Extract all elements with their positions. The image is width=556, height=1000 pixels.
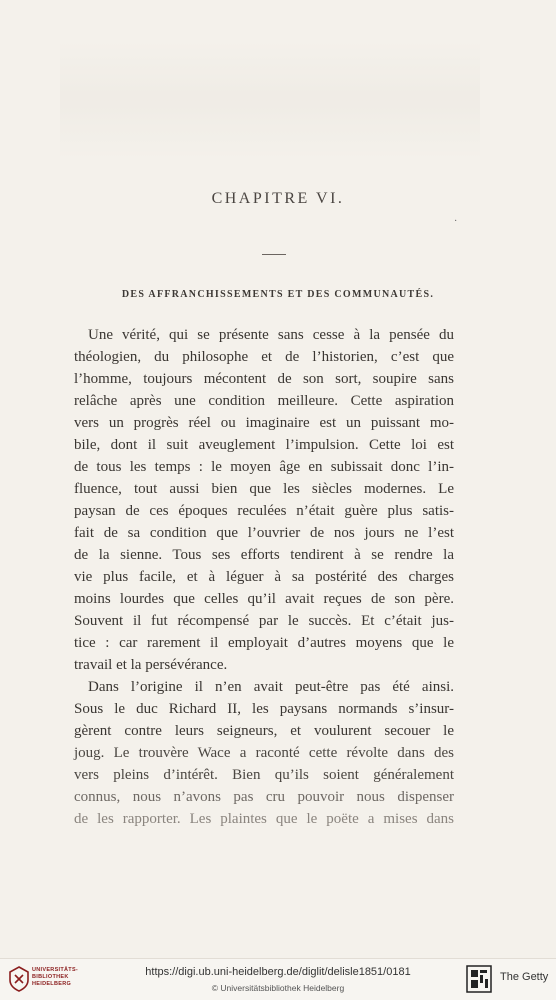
copyright-notice: © Universitätsbibliothek Heidelberg (211, 983, 345, 993)
logo-line: HEIDELBERG (32, 981, 72, 987)
text-line: bile, dont il suit aveuglement l’impulsion. Cette loi est (74, 437, 454, 453)
text-line: Sous le duc Richard II, les paysans normands s’insur- (74, 701, 454, 717)
text-line: tice : car rarement il employait d’autres moyens que le (74, 635, 454, 651)
text-line: paysan de ces époques reculées n’était guère plus satis- (74, 503, 454, 519)
text-line: théologien, du philosophe et de l’historien, c’est que (74, 349, 454, 365)
permalink-url[interactable]: https://digi.ub.uni-heidelberg.de/diglit/delisle1851/0181 (145, 966, 411, 978)
text-line: gèrent contre leurs seigneurs, et voulurent secouer le (74, 723, 454, 739)
chapter-heading-text: CHAPITRE VI. (211, 190, 345, 207)
text-line: de tous les temps : le moyen âge en subissait donc l’in- (74, 459, 454, 475)
text-line: joug. Le trouvère Wace a raconté cette révolte dans des (74, 745, 454, 761)
logo-line: BIBLIOTHEK (32, 974, 69, 980)
getty-logo-icon (466, 965, 492, 993)
partner-name: The Getty (500, 971, 549, 983)
viewer-footer (0, 958, 556, 1000)
text-line: Une vérité, qui se présente sans cesse à la pensée du (88, 327, 454, 343)
chapter-heading (0, 190, 556, 227)
text-line: Dans l’origine il n’en avait peut-être pas été ainsi. (88, 679, 454, 695)
text-line: fluence, tout aussi bien que les siècles modernes. Le (74, 481, 454, 497)
text-line: vers pleins d’intérêt. Bien qu’ils soient généralement (74, 767, 454, 783)
text-line: de la sienne. Tous ses efforts tendirent à se rendre la (74, 547, 454, 563)
text-line: vie plus facile, et à léguer à sa postérité des charges (74, 569, 454, 585)
section-title: DES AFFRANCHISSEMENTS ET DES COMMUNAUTÉS. (121, 289, 435, 300)
text-line: l’homme, toujours mécontent de son sort, soupire sans (74, 371, 454, 387)
show-through-bleed (60, 40, 480, 160)
text-line: Souvent il fut récompensé par le succès. Et c’était jus- (74, 613, 454, 629)
chapter-mark: · (454, 216, 460, 227)
body-text (74, 324, 454, 830)
text-line: moins lourdes que celles qu’il avait reçues de son père. (74, 591, 454, 607)
logo-line: UNIVERSITÄTS- (32, 967, 79, 973)
text-line: de les rapporter. Les plaintes que le poëte a mises dans (74, 811, 454, 827)
heading-rule (262, 254, 286, 255)
text-line: vers un progrès réel ou imaginaire est un puissant mo- (74, 415, 454, 431)
text-line: fait de sa condition que l’ouvrier de nos jours ne l’est (74, 525, 454, 541)
text-line: travail et la persévérance. (74, 657, 228, 673)
text-line: connus, nous n’avons pas cru pouvoir nous dispenser (74, 789, 454, 805)
text-line: relâche après une condition meilleure. Cette aspiration (74, 393, 454, 409)
